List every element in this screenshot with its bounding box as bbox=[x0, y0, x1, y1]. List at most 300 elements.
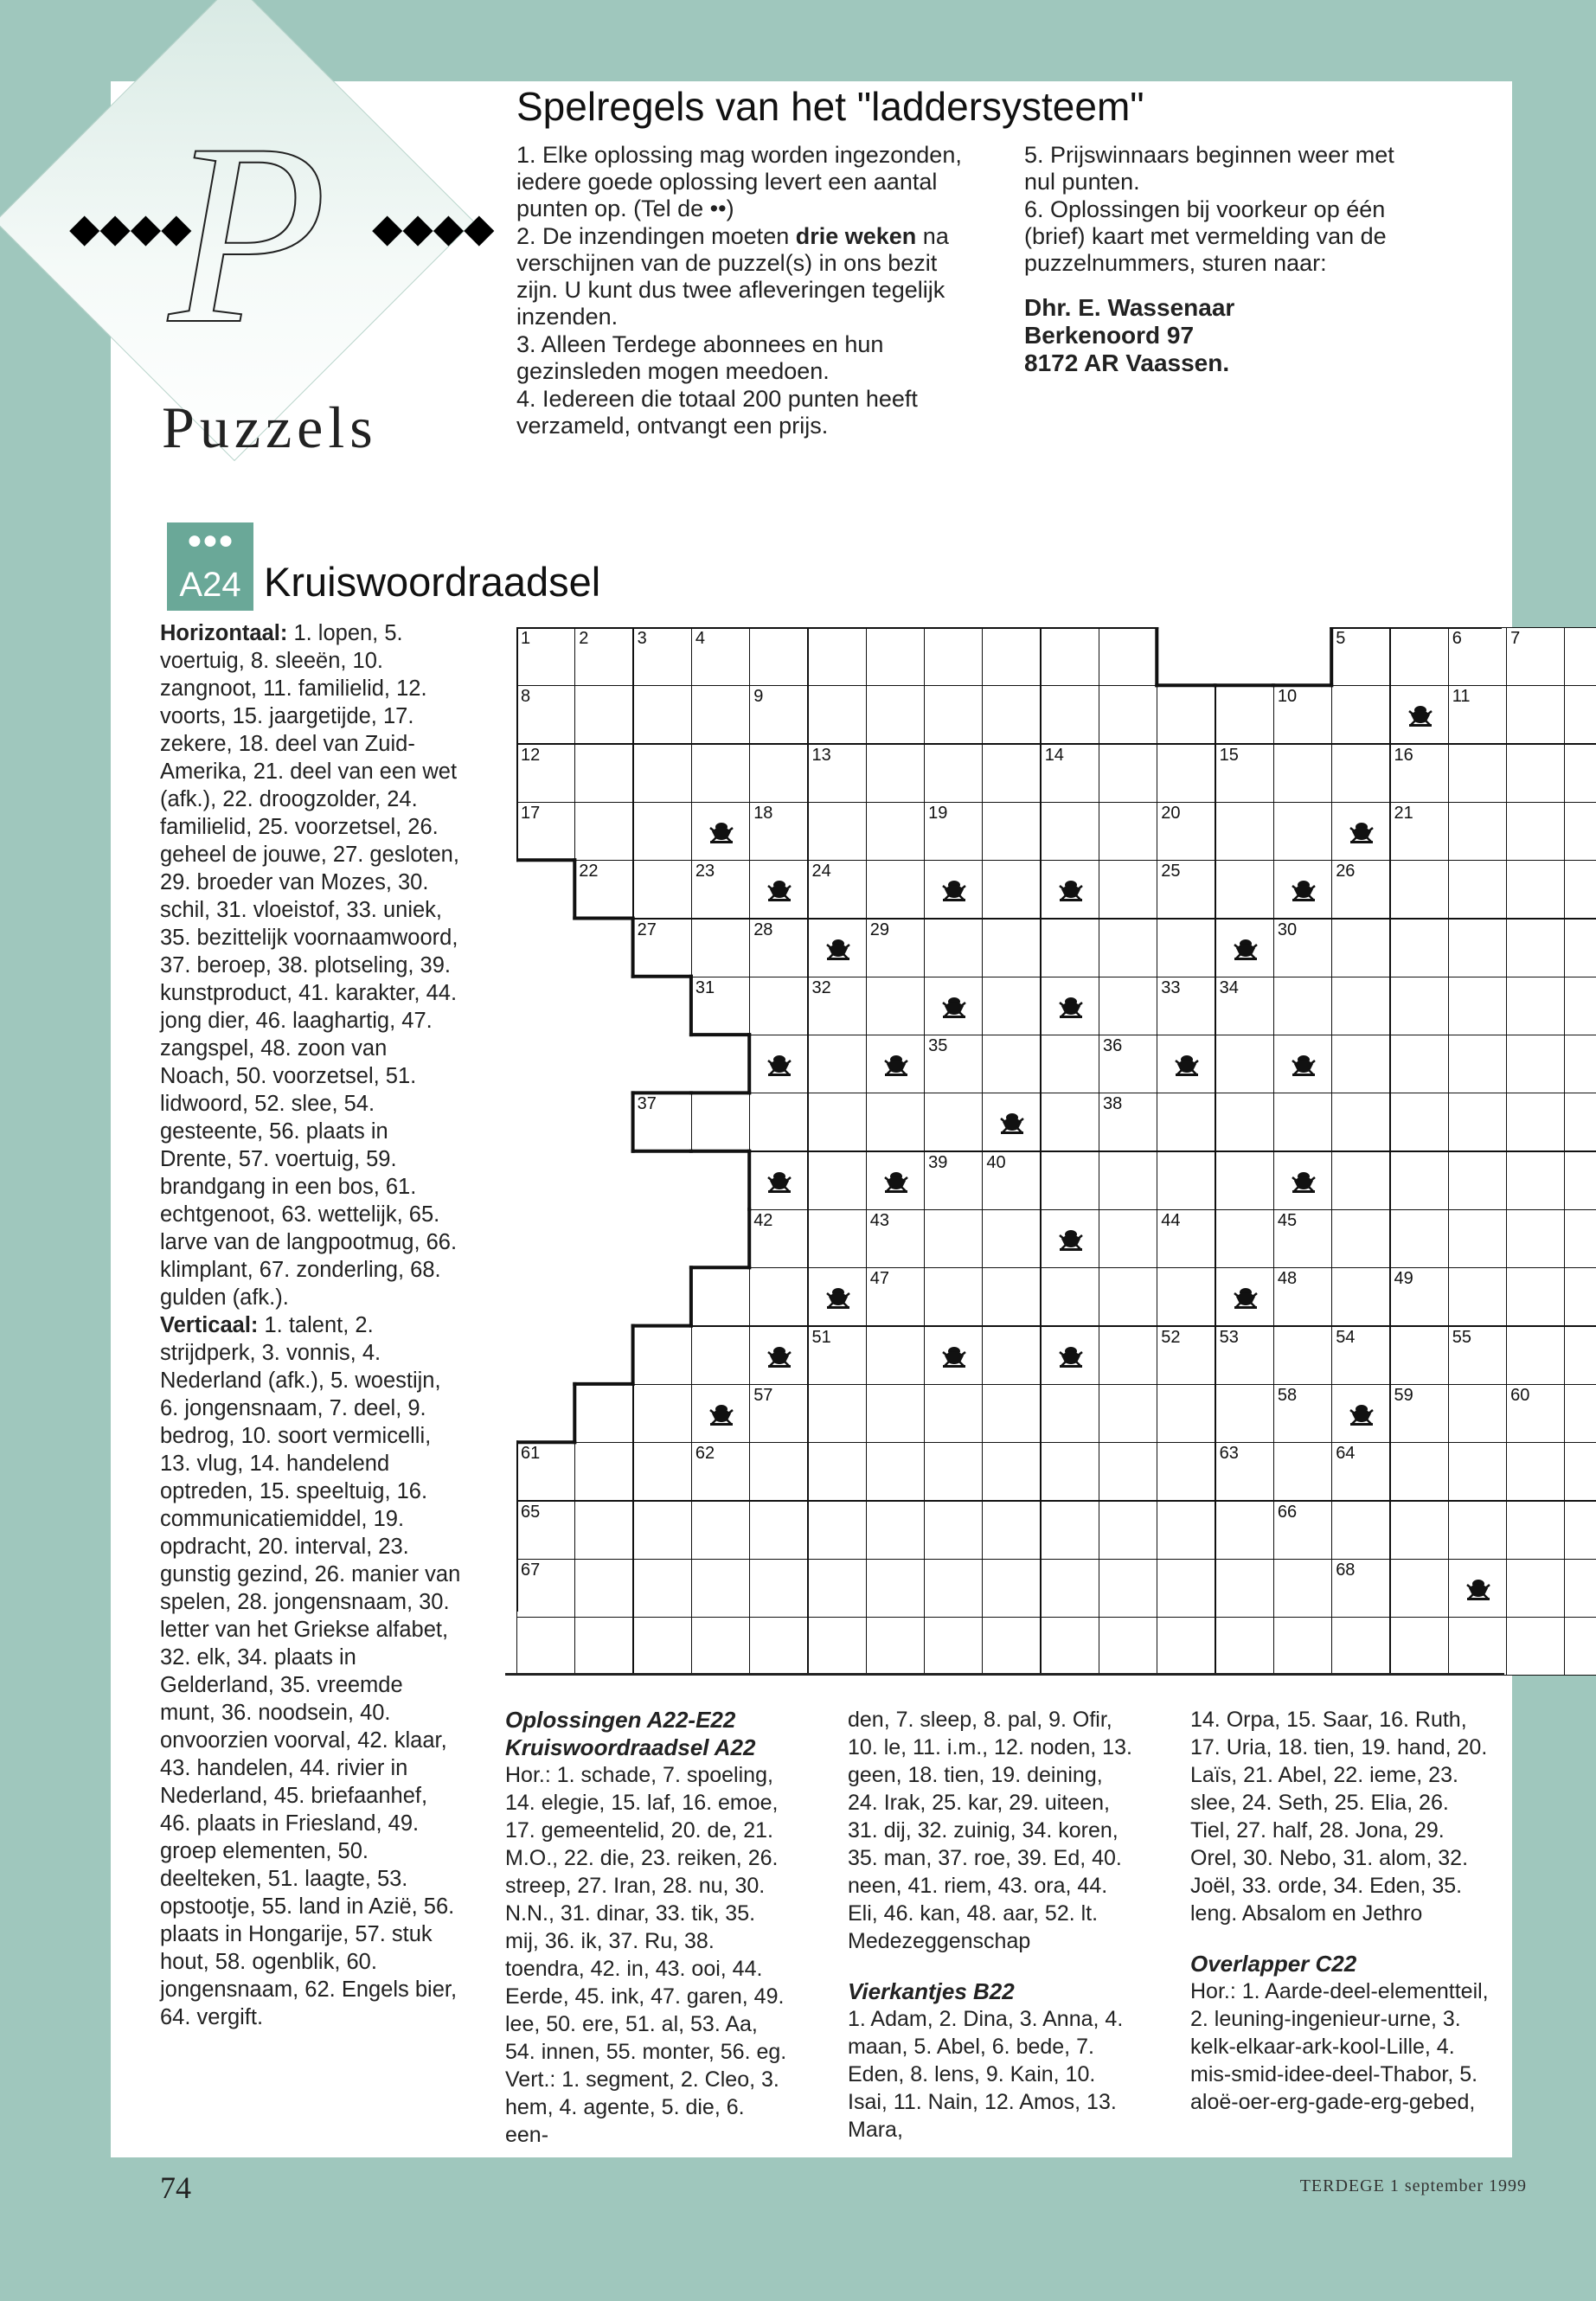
grid-cell[interactable] bbox=[691, 860, 750, 919]
grid-cell[interactable] bbox=[1448, 1384, 1507, 1443]
grid-cell[interactable] bbox=[749, 1035, 808, 1093]
grid-cell[interactable] bbox=[1448, 1151, 1507, 1210]
grid-cell[interactable] bbox=[1506, 977, 1565, 1035]
grid-cell[interactable] bbox=[1506, 1617, 1565, 1676]
grid-cell[interactable] bbox=[574, 1617, 633, 1676]
grid-cell[interactable] bbox=[749, 744, 808, 803]
grid-cell[interactable] bbox=[749, 1384, 808, 1443]
grid-cell[interactable] bbox=[1506, 1384, 1565, 1443]
grid-cell[interactable] bbox=[574, 802, 633, 861]
grid-cell[interactable] bbox=[1448, 744, 1507, 803]
grid-cell[interactable] bbox=[1390, 977, 1449, 1035]
grid-cell[interactable] bbox=[516, 1501, 575, 1560]
grid-cell[interactable] bbox=[749, 1151, 808, 1210]
grid-cell[interactable] bbox=[924, 1442, 983, 1501]
grid-cell[interactable] bbox=[1099, 1442, 1157, 1501]
grid-cell[interactable] bbox=[1041, 1442, 1099, 1501]
grid-cell[interactable] bbox=[808, 1501, 867, 1560]
grid-cell[interactable] bbox=[924, 1501, 983, 1560]
grid-cell[interactable] bbox=[808, 919, 867, 977]
grid-cell[interactable] bbox=[1448, 802, 1507, 861]
grid-cell[interactable] bbox=[1041, 802, 1099, 861]
grid-cell[interactable] bbox=[1273, 1326, 1332, 1385]
grid-cell[interactable] bbox=[808, 627, 867, 686]
grid-cell[interactable] bbox=[1215, 1267, 1274, 1326]
grid-cell[interactable] bbox=[1506, 919, 1565, 977]
grid-cell[interactable] bbox=[982, 1326, 1041, 1385]
grid-cell[interactable] bbox=[1564, 1093, 1596, 1151]
grid-cell[interactable] bbox=[866, 1501, 925, 1560]
grid-cell[interactable] bbox=[1448, 1442, 1507, 1501]
grid-cell[interactable] bbox=[982, 1267, 1041, 1326]
grid-cell[interactable] bbox=[1331, 1151, 1390, 1210]
grid-cell[interactable] bbox=[1215, 977, 1274, 1035]
grid-cell[interactable] bbox=[1041, 1267, 1099, 1326]
grid-cell[interactable] bbox=[1506, 802, 1565, 861]
grid-cell[interactable] bbox=[1099, 1093, 1157, 1151]
grid-cell[interactable] bbox=[982, 1442, 1041, 1501]
grid-cell[interactable] bbox=[1157, 1151, 1215, 1210]
grid-cell[interactable] bbox=[1390, 802, 1449, 861]
grid-cell[interactable] bbox=[633, 744, 692, 803]
grid-cell[interactable] bbox=[574, 860, 633, 919]
grid-cell[interactable] bbox=[1506, 1035, 1565, 1093]
grid-cell[interactable] bbox=[749, 860, 808, 919]
grid-cell[interactable] bbox=[1041, 685, 1099, 744]
grid-cell[interactable] bbox=[1331, 1384, 1390, 1443]
grid-cell[interactable] bbox=[1215, 1326, 1274, 1385]
grid-cell[interactable] bbox=[1215, 1384, 1274, 1443]
grid-cell[interactable] bbox=[866, 1035, 925, 1093]
grid-cell[interactable] bbox=[1331, 744, 1390, 803]
grid-cell[interactable] bbox=[1564, 1209, 1596, 1268]
grid-cell[interactable] bbox=[516, 685, 575, 744]
grid-cell[interactable] bbox=[574, 1442, 633, 1501]
grid-cell[interactable] bbox=[1564, 1617, 1596, 1676]
grid-cell[interactable] bbox=[1331, 919, 1390, 977]
grid-cell[interactable] bbox=[1390, 1326, 1449, 1385]
grid-cell[interactable] bbox=[1215, 860, 1274, 919]
grid-cell[interactable] bbox=[1448, 1093, 1507, 1151]
grid-cell[interactable] bbox=[749, 802, 808, 861]
grid-cell[interactable] bbox=[1506, 1442, 1565, 1501]
grid-cell[interactable] bbox=[1041, 1559, 1099, 1618]
grid-cell[interactable] bbox=[982, 1093, 1041, 1151]
grid-cell[interactable] bbox=[633, 1384, 692, 1443]
grid-cell[interactable] bbox=[1273, 1093, 1332, 1151]
grid-cell[interactable] bbox=[1041, 977, 1099, 1035]
grid-cell[interactable] bbox=[982, 1151, 1041, 1210]
grid-cell[interactable] bbox=[1157, 1617, 1215, 1676]
grid-cell[interactable] bbox=[1331, 977, 1390, 1035]
grid-cell[interactable] bbox=[924, 802, 983, 861]
grid-cell[interactable] bbox=[1041, 1617, 1099, 1676]
grid-cell[interactable] bbox=[924, 1326, 983, 1385]
grid-cell[interactable] bbox=[1099, 744, 1157, 803]
grid-cell[interactable] bbox=[691, 627, 750, 686]
grid-cell[interactable] bbox=[808, 860, 867, 919]
grid-cell[interactable] bbox=[1331, 1442, 1390, 1501]
grid-cell[interactable] bbox=[866, 1326, 925, 1385]
grid-cell[interactable] bbox=[1273, 860, 1332, 919]
grid-cell[interactable] bbox=[1041, 919, 1099, 977]
grid-cell[interactable] bbox=[808, 744, 867, 803]
grid-cell[interactable] bbox=[924, 627, 983, 686]
grid-cell[interactable] bbox=[691, 977, 750, 1035]
grid-cell[interactable] bbox=[1099, 1326, 1157, 1385]
grid-cell[interactable] bbox=[749, 627, 808, 686]
grid-cell[interactable] bbox=[1215, 1442, 1274, 1501]
grid-cell[interactable] bbox=[866, 1442, 925, 1501]
grid-cell[interactable] bbox=[516, 744, 575, 803]
grid-cell[interactable] bbox=[1506, 1151, 1565, 1210]
grid-cell[interactable] bbox=[982, 1501, 1041, 1560]
grid-cell[interactable] bbox=[1215, 1617, 1274, 1676]
grid-cell[interactable] bbox=[633, 919, 692, 977]
grid-cell[interactable] bbox=[1564, 1442, 1596, 1501]
grid-cell[interactable] bbox=[1273, 1035, 1332, 1093]
grid-cell[interactable] bbox=[866, 802, 925, 861]
grid-cell[interactable] bbox=[516, 1442, 575, 1501]
grid-cell[interactable] bbox=[691, 685, 750, 744]
grid-cell[interactable] bbox=[982, 744, 1041, 803]
grid-cell[interactable] bbox=[1564, 1501, 1596, 1560]
grid-cell[interactable] bbox=[1506, 744, 1565, 803]
grid-cell[interactable] bbox=[574, 1559, 633, 1618]
grid-cell[interactable] bbox=[1157, 977, 1215, 1035]
grid-cell[interactable] bbox=[574, 627, 633, 686]
grid-cell[interactable] bbox=[1041, 1501, 1099, 1560]
grid-cell[interactable] bbox=[808, 1617, 867, 1676]
grid-cell[interactable] bbox=[924, 919, 983, 977]
grid-cell[interactable] bbox=[1157, 919, 1215, 977]
grid-cell[interactable] bbox=[866, 685, 925, 744]
grid-cell[interactable] bbox=[749, 1093, 808, 1151]
grid-cell[interactable] bbox=[924, 860, 983, 919]
grid-cell[interactable] bbox=[866, 627, 925, 686]
grid-cell[interactable] bbox=[1273, 1559, 1332, 1618]
grid-cell[interactable] bbox=[749, 919, 808, 977]
grid-cell[interactable] bbox=[1157, 1267, 1215, 1326]
grid-cell[interactable] bbox=[1041, 744, 1099, 803]
grid-cell[interactable] bbox=[1041, 1384, 1099, 1443]
grid-cell[interactable] bbox=[1273, 1209, 1332, 1268]
grid-cell[interactable] bbox=[982, 685, 1041, 744]
grid-cell[interactable] bbox=[982, 1559, 1041, 1618]
grid-cell[interactable] bbox=[924, 1035, 983, 1093]
grid-cell[interactable] bbox=[808, 802, 867, 861]
grid-cell[interactable] bbox=[1564, 744, 1596, 803]
grid-cell[interactable] bbox=[924, 744, 983, 803]
grid-cell[interactable] bbox=[691, 1442, 750, 1501]
grid-cell[interactable] bbox=[749, 1209, 808, 1268]
grid-cell[interactable] bbox=[1099, 860, 1157, 919]
grid-cell[interactable] bbox=[749, 1559, 808, 1618]
grid-cell[interactable] bbox=[866, 860, 925, 919]
grid-cell[interactable] bbox=[808, 1559, 867, 1618]
grid-cell[interactable] bbox=[1448, 1209, 1507, 1268]
grid-cell[interactable] bbox=[866, 1267, 925, 1326]
grid-cell[interactable] bbox=[1448, 685, 1507, 744]
grid-cell[interactable] bbox=[1564, 1267, 1596, 1326]
grid-cell[interactable] bbox=[574, 685, 633, 744]
grid-cell[interactable] bbox=[1099, 1209, 1157, 1268]
grid-cell[interactable] bbox=[691, 1093, 750, 1151]
grid-cell[interactable] bbox=[633, 1617, 692, 1676]
grid-cell[interactable] bbox=[1157, 744, 1215, 803]
grid-cell[interactable] bbox=[1448, 1559, 1507, 1618]
grid-cell[interactable] bbox=[1390, 1093, 1449, 1151]
grid-cell[interactable] bbox=[1215, 802, 1274, 861]
grid-cell[interactable] bbox=[633, 802, 692, 861]
grid-cell[interactable] bbox=[1390, 1501, 1449, 1560]
grid-cell[interactable] bbox=[1215, 1035, 1274, 1093]
grid-cell[interactable] bbox=[1506, 627, 1565, 686]
grid-cell[interactable] bbox=[1099, 1151, 1157, 1210]
grid-cell[interactable] bbox=[574, 744, 633, 803]
grid-cell[interactable] bbox=[1448, 977, 1507, 1035]
grid-cell[interactable] bbox=[1448, 1035, 1507, 1093]
grid-cell[interactable] bbox=[1448, 1617, 1507, 1676]
grid-cell[interactable] bbox=[1273, 1267, 1332, 1326]
grid-cell[interactable] bbox=[516, 1559, 575, 1618]
grid-cell[interactable] bbox=[633, 627, 692, 686]
grid-cell[interactable] bbox=[1390, 919, 1449, 977]
grid-cell[interactable] bbox=[808, 1442, 867, 1501]
grid-cell[interactable] bbox=[1215, 744, 1274, 803]
grid-cell[interactable] bbox=[1506, 1501, 1565, 1560]
grid-cell[interactable] bbox=[924, 1559, 983, 1618]
grid-cell[interactable] bbox=[691, 1326, 750, 1385]
grid-cell[interactable] bbox=[808, 977, 867, 1035]
grid-cell[interactable] bbox=[1157, 1442, 1215, 1501]
grid-cell[interactable] bbox=[1273, 1384, 1332, 1443]
grid-cell[interactable] bbox=[633, 1501, 692, 1560]
grid-cell[interactable] bbox=[1564, 1035, 1596, 1093]
grid-cell[interactable] bbox=[1215, 1151, 1274, 1210]
grid-cell[interactable] bbox=[1564, 919, 1596, 977]
grid-cell[interactable] bbox=[516, 802, 575, 861]
grid-cell[interactable] bbox=[1331, 1093, 1390, 1151]
grid-cell[interactable] bbox=[982, 860, 1041, 919]
grid-cell[interactable] bbox=[1273, 802, 1332, 861]
grid-cell[interactable] bbox=[924, 1617, 983, 1676]
grid-cell[interactable] bbox=[982, 1617, 1041, 1676]
grid-cell[interactable] bbox=[866, 919, 925, 977]
grid-cell[interactable] bbox=[1331, 1501, 1390, 1560]
grid-cell[interactable] bbox=[1506, 1326, 1565, 1385]
grid-cell[interactable] bbox=[866, 1209, 925, 1268]
grid-cell[interactable] bbox=[749, 1267, 808, 1326]
grid-cell[interactable] bbox=[808, 1267, 867, 1326]
grid-cell[interactable] bbox=[1331, 685, 1390, 744]
grid-cell[interactable] bbox=[924, 685, 983, 744]
grid-cell[interactable] bbox=[1564, 802, 1596, 861]
grid-cell[interactable] bbox=[808, 1035, 867, 1093]
grid-cell[interactable] bbox=[1390, 1617, 1449, 1676]
grid-cell[interactable] bbox=[1390, 1209, 1449, 1268]
grid-cell[interactable] bbox=[1331, 802, 1390, 861]
grid-cell[interactable] bbox=[1390, 1384, 1449, 1443]
grid-cell[interactable] bbox=[1390, 1151, 1449, 1210]
grid-cell[interactable] bbox=[1273, 1442, 1332, 1501]
grid-cell[interactable] bbox=[574, 1501, 633, 1560]
grid-cell[interactable] bbox=[866, 1093, 925, 1151]
grid-cell[interactable] bbox=[1390, 1267, 1449, 1326]
grid-cell[interactable] bbox=[1273, 1617, 1332, 1676]
grid-cell[interactable] bbox=[1099, 1384, 1157, 1443]
grid-cell[interactable] bbox=[1390, 685, 1449, 744]
grid-cell[interactable] bbox=[1331, 1559, 1390, 1618]
grid-cell[interactable] bbox=[1564, 1326, 1596, 1385]
grid-cell[interactable] bbox=[691, 744, 750, 803]
grid-cell[interactable] bbox=[633, 1442, 692, 1501]
grid-cell[interactable] bbox=[1448, 1326, 1507, 1385]
grid-cell[interactable] bbox=[866, 1151, 925, 1210]
grid-cell[interactable] bbox=[1041, 1035, 1099, 1093]
grid-cell[interactable] bbox=[1273, 1151, 1332, 1210]
grid-cell[interactable] bbox=[1506, 860, 1565, 919]
grid-cell[interactable] bbox=[1099, 1267, 1157, 1326]
crossword-grid[interactable] bbox=[516, 627, 1530, 1612]
grid-cell[interactable] bbox=[749, 685, 808, 744]
grid-cell[interactable] bbox=[1157, 1093, 1215, 1151]
grid-cell[interactable] bbox=[1564, 1384, 1596, 1443]
grid-cell[interactable] bbox=[1564, 1151, 1596, 1210]
grid-cell[interactable] bbox=[982, 919, 1041, 977]
grid-cell[interactable] bbox=[982, 977, 1041, 1035]
grid-cell[interactable] bbox=[982, 1209, 1041, 1268]
grid-cell[interactable] bbox=[1099, 1501, 1157, 1560]
grid-cell[interactable] bbox=[516, 627, 575, 686]
grid-cell[interactable] bbox=[691, 1384, 750, 1443]
grid-cell[interactable] bbox=[1099, 1559, 1157, 1618]
grid-cell[interactable] bbox=[808, 1326, 867, 1385]
grid-cell[interactable] bbox=[691, 802, 750, 861]
grid-cell[interactable] bbox=[1331, 627, 1390, 686]
grid-cell[interactable] bbox=[691, 1501, 750, 1560]
grid-cell[interactable] bbox=[1506, 1559, 1565, 1618]
grid-cell[interactable] bbox=[1273, 977, 1332, 1035]
grid-cell[interactable] bbox=[1157, 685, 1215, 744]
grid-cell[interactable] bbox=[1215, 1501, 1274, 1560]
grid-cell[interactable] bbox=[1331, 1617, 1390, 1676]
grid-cell[interactable] bbox=[1215, 1093, 1274, 1151]
grid-cell[interactable] bbox=[1564, 977, 1596, 1035]
grid-cell[interactable] bbox=[1506, 1209, 1565, 1268]
grid-cell[interactable] bbox=[1099, 627, 1157, 686]
grid-cell[interactable] bbox=[1215, 1209, 1274, 1268]
grid-cell[interactable] bbox=[1041, 1326, 1099, 1385]
grid-cell[interactable] bbox=[633, 1093, 692, 1151]
grid-cell[interactable] bbox=[808, 1209, 867, 1268]
grid-cell[interactable] bbox=[1564, 685, 1596, 744]
grid-cell[interactable] bbox=[633, 1559, 692, 1618]
grid-cell[interactable] bbox=[633, 860, 692, 919]
grid-cell[interactable] bbox=[1506, 1093, 1565, 1151]
grid-cell[interactable] bbox=[691, 1559, 750, 1618]
grid-cell[interactable] bbox=[1390, 1035, 1449, 1093]
grid-cell[interactable] bbox=[1099, 1617, 1157, 1676]
grid-cell[interactable] bbox=[1099, 802, 1157, 861]
grid-cell[interactable] bbox=[749, 977, 808, 1035]
grid-cell[interactable] bbox=[1273, 919, 1332, 977]
grid-cell[interactable] bbox=[924, 977, 983, 1035]
grid-cell[interactable] bbox=[1157, 1326, 1215, 1385]
grid-cell[interactable] bbox=[1041, 627, 1099, 686]
grid-cell[interactable] bbox=[1390, 1442, 1449, 1501]
grid-cell[interactable] bbox=[1215, 685, 1274, 744]
grid-cell[interactable] bbox=[808, 1093, 867, 1151]
grid-cell[interactable] bbox=[749, 1501, 808, 1560]
grid-cell[interactable] bbox=[633, 1326, 692, 1385]
grid-cell[interactable] bbox=[691, 919, 750, 977]
grid-cell[interactable] bbox=[1157, 860, 1215, 919]
grid-cell[interactable] bbox=[1506, 1267, 1565, 1326]
grid-cell[interactable] bbox=[1215, 919, 1274, 977]
grid-cell[interactable] bbox=[982, 627, 1041, 686]
grid-cell[interactable] bbox=[866, 744, 925, 803]
grid-cell[interactable] bbox=[1390, 860, 1449, 919]
grid-cell[interactable] bbox=[1157, 1501, 1215, 1560]
grid-cell[interactable] bbox=[1157, 802, 1215, 861]
grid-cell[interactable] bbox=[1157, 1384, 1215, 1443]
grid-cell[interactable] bbox=[1041, 860, 1099, 919]
grid-cell[interactable] bbox=[924, 1267, 983, 1326]
grid-cell[interactable] bbox=[1448, 919, 1507, 977]
grid-cell[interactable] bbox=[1041, 1151, 1099, 1210]
grid-cell[interactable] bbox=[633, 685, 692, 744]
grid-cell[interactable] bbox=[1157, 1035, 1215, 1093]
grid-cell[interactable] bbox=[516, 1617, 575, 1676]
grid-cell[interactable] bbox=[1273, 685, 1332, 744]
grid-cell[interactable] bbox=[1564, 1559, 1596, 1618]
grid-cell[interactable] bbox=[574, 1384, 633, 1443]
grid-cell[interactable] bbox=[691, 1617, 750, 1676]
grid-cell[interactable] bbox=[982, 1384, 1041, 1443]
grid-cell[interactable] bbox=[808, 1384, 867, 1443]
grid-cell[interactable] bbox=[866, 1559, 925, 1618]
grid-cell[interactable] bbox=[1506, 685, 1565, 744]
grid-cell[interactable] bbox=[1331, 1035, 1390, 1093]
grid-cell[interactable] bbox=[1273, 1501, 1332, 1560]
grid-cell[interactable] bbox=[808, 1151, 867, 1210]
grid-cell[interactable] bbox=[924, 1093, 983, 1151]
grid-cell[interactable] bbox=[1099, 1035, 1157, 1093]
grid-cell[interactable] bbox=[1564, 860, 1596, 919]
grid-cell[interactable] bbox=[1390, 744, 1449, 803]
grid-cell[interactable] bbox=[924, 1151, 983, 1210]
grid-cell[interactable] bbox=[1099, 685, 1157, 744]
grid-cell[interactable] bbox=[982, 802, 1041, 861]
grid-cell[interactable] bbox=[1448, 627, 1507, 686]
grid-cell[interactable] bbox=[982, 1035, 1041, 1093]
grid-cell[interactable] bbox=[1099, 919, 1157, 977]
grid-cell[interactable] bbox=[1331, 860, 1390, 919]
grid-cell[interactable] bbox=[1157, 1559, 1215, 1618]
grid-cell[interactable] bbox=[808, 685, 867, 744]
grid-cell[interactable] bbox=[866, 1617, 925, 1676]
grid-cell[interactable] bbox=[1041, 1209, 1099, 1268]
grid-cell[interactable] bbox=[1041, 1093, 1099, 1151]
grid-cell[interactable] bbox=[749, 1617, 808, 1676]
grid-cell[interactable] bbox=[1331, 1326, 1390, 1385]
grid-cell[interactable] bbox=[924, 1209, 983, 1268]
grid-cell[interactable] bbox=[1331, 1267, 1390, 1326]
grid-cell[interactable] bbox=[1273, 744, 1332, 803]
grid-cell[interactable] bbox=[1331, 1209, 1390, 1268]
grid-cell[interactable] bbox=[749, 1326, 808, 1385]
